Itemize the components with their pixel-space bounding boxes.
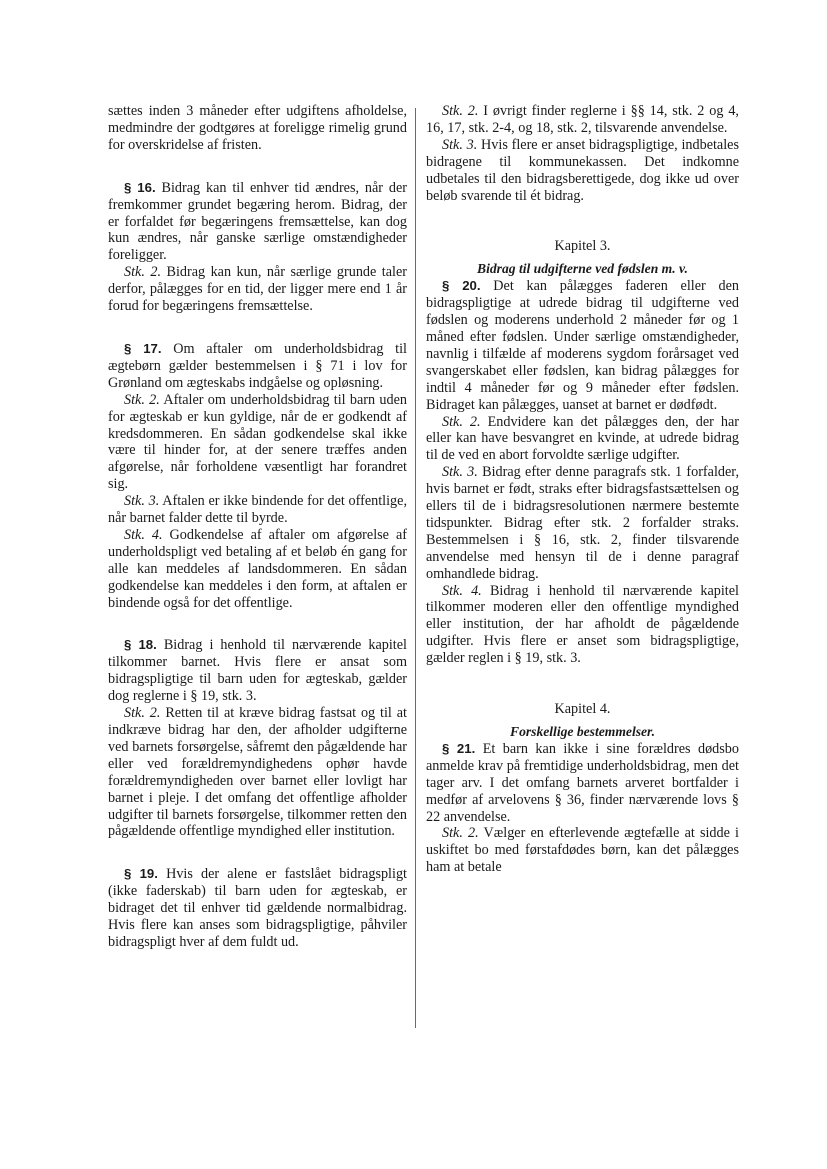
section-20-stk-2 xyxy=(426,414,739,465)
stk-text: Bidrag i henhold til nærværende kapitel tilkommer moderen eller den offentlige myndighed eller institution, der har afholdt de pågældende udgifter. Hvis flere er anset som bidragspligtige, gælder reglen i § 19, stk. 3. xyxy=(426,582,739,667)
section-number: § 20. xyxy=(442,278,481,294)
stk-text: Aftaler om underholdsbidrag til barn uden for ægteskab er kun gyldige, når de er godkendt af kredsdommeren. En sådan godkendelse skal ikke være til hinder for, at der senere træffes anden afgørelse, når forholdene væsentligt har forandret sig. xyxy=(108,391,407,493)
section-text: Hvis der alene er fastslået bidragspligt (ikke faderskab) til barn uden for ægteskab, er bidraget det til enhver tid gældende normalbidrag. Hvis flere kan anses som bidragspligtige, påhviler bidragspligt hver af dem fuldt ud. xyxy=(108,866,407,950)
section-text: Bidrag kan til enhver tid ændres, når der fremkommer grundet begæring herom. Bidrag, der er forfaldet før begæringens fremsættelse, kan dog kun ændres, når ganske særlige omstændigheder foreligger. xyxy=(108,179,407,264)
chapter-4-subtitle: Forskellige bestemmelser. xyxy=(510,724,655,739)
section-17-stk-3 xyxy=(108,493,407,527)
stk-label: Stk. 2. xyxy=(442,103,479,119)
stk-text: Bidrag kan kun, når særlige grunde taler derfor, pålægges for en tid, der ligger mere end 1 år forud for begæringens fremsættelse. xyxy=(108,264,408,315)
stk-text: Hvis flere er anset bidragspligtige, indbetales bidragene til kommunekassen. Det indkomne udbetales til den bidragsberettigede, dog ikke ud over beløb svarende til ét bidrag. xyxy=(426,136,739,204)
section-18 xyxy=(108,637,407,705)
section-20-stk-3 xyxy=(426,464,739,582)
section-19 xyxy=(108,866,407,951)
section-20-stk-4 xyxy=(426,583,739,668)
right-column xyxy=(426,103,739,876)
section-17-stk-4 xyxy=(108,527,407,612)
section-number: § 21. xyxy=(442,740,476,756)
chapter-3-subtitle: Bidrag til udgifterne ved fødslen m. v. xyxy=(477,261,688,277)
column-divider xyxy=(415,108,416,1028)
stk-label: Stk. 3. xyxy=(124,493,160,510)
section-text: Om aftaler om underholdsbidrag til ægtebørn gælder bestemmelsen i § 71 i lov for Grønland om ægteskabs indgåelse og opløsning. xyxy=(108,340,407,391)
section-19-stk-3 xyxy=(426,137,739,205)
stk-label: Stk. 2. xyxy=(124,264,162,281)
stk-label: Stk. 3. xyxy=(442,136,478,153)
section-number: § 18. xyxy=(124,637,157,653)
chapter-4-title: Kapitel 4. xyxy=(554,701,611,718)
chapter-3-title: Kapitel 3. xyxy=(554,238,611,255)
section-number: § 16. xyxy=(124,179,156,195)
stk-text: Bidrag efter denne paragrafs stk. 1 forfalder, hvis barnet er født, straks efter bidragsfastsættelsen og ellers til de i bidragsresolutionen nærmere bestemte tidspunkter. Bidrag efter stk. 2 forfalder straks. Bestemmelsen i § 16, stk. 2, finder tilsvarende anvendelse med hensyn til de i denne paragraf omhandlede bidrag. xyxy=(426,464,739,582)
section-16-stk-2 xyxy=(108,264,407,315)
stk-label: Stk. 4. xyxy=(442,582,482,599)
stk-label: Stk. 4. xyxy=(124,526,163,543)
section-21-stk-2 xyxy=(426,825,739,876)
stk-text: I øvrigt finder reglerne i §§ 14, stk. 2 og 4, 16, 17, stk. 2-4, og 18, stk. 2, tilsvarende anvendelse. xyxy=(426,103,739,136)
section-text: Det kan pålægges faderen eller den bidragspligtige at udrede bidrag til udgifterne ved fødslen og moderens underhold 2 måneder før og 1 måned efter fødslen. Under særlige omstændigheder, navnlig i tilfælde af moderens sygdom forårsaget ved svangerskabet eller fødslen, kan bidrag pålægges for indtil 4 måneder før og 9 måneder efter fødslen. Bidraget kan pålægges, uanset at barnet er dødfødt. xyxy=(426,278,739,413)
section-number: § 17. xyxy=(124,340,162,356)
section-text: Bidrag i henhold til nærværende kapitel tilkommer barnet. Hvis flere er ansat som bidragspligtige til barn uden for ægteskab, gælder dog reglerne i § 19, stk. 3. xyxy=(108,637,407,705)
section-number: § 19. xyxy=(124,866,158,882)
stk-text: Vælger en efterlevende ægtefælle at sidde i uskiftet bo med førstafdødes børn, kan det pålægges ham at betale xyxy=(426,825,739,876)
section-20 xyxy=(426,278,739,413)
stk-text: Aftalen er ikke bindende for det offentlige, når barnet falder dette til byrde. xyxy=(108,493,407,527)
stk-label: Stk. 2. xyxy=(124,391,160,408)
section-16 xyxy=(108,180,407,265)
stk-label: Stk. 2. xyxy=(124,705,161,722)
stk-label: Stk. 2. xyxy=(442,413,481,430)
section-18-stk-2 xyxy=(108,705,407,840)
stk-label: Stk. 2. xyxy=(442,825,479,842)
section-17 xyxy=(108,341,407,392)
stk-text: Endvidere kan det pålægges den, der har eller kan have besvangret en kvinde, at udrede bidrag til de ved en abort forvoldte særlige udgifter. xyxy=(426,413,739,464)
section-17-stk-2 xyxy=(108,392,407,493)
carry-over-paragraph: sættes inden 3 måneder efter udgiftens afholdelse, medmindre der godtgøres at foreligge rimelig grund for overskridelse af fristen. xyxy=(108,103,407,153)
stk-text: Godkendelse af aftaler om afgørelse af underholdspligt ved betaling af et beløb én gang for alle kan meddeles af landsdommeren. En sådan godkendelse kan meddeles i den form, at aftalen er bindende også for det offentlige. xyxy=(108,526,407,611)
section-19-stk-2 xyxy=(426,103,739,137)
left-column xyxy=(108,103,407,951)
stk-text: Retten til at kræve bidrag fastsat og til at indkræve bidrag har den, der afholder udgifterne ved barnets forsørgelse, såfremt den pågældende har eller ved forældremyndighedens ophør havde forældremyndigheden over barnet eller lovligt har barnet i pleje. I det omfang det offentlige afholder udgifter til barnets forsørgelse, tilkommer retten den pågældende offentlige myndighed eller institution. xyxy=(108,705,407,840)
stk-label: Stk. 3. xyxy=(442,464,478,481)
section-text: Et barn kan ikke i sine forældres dødsbo anmelde krav på fremtidige underholdsbidrag, men det tager arv. I det omfang barnets arveret bortfalder i medfør af arvelovens § 36, finder nærværende lovs § 22 anvendelse. xyxy=(426,740,739,825)
section-21 xyxy=(426,741,739,826)
